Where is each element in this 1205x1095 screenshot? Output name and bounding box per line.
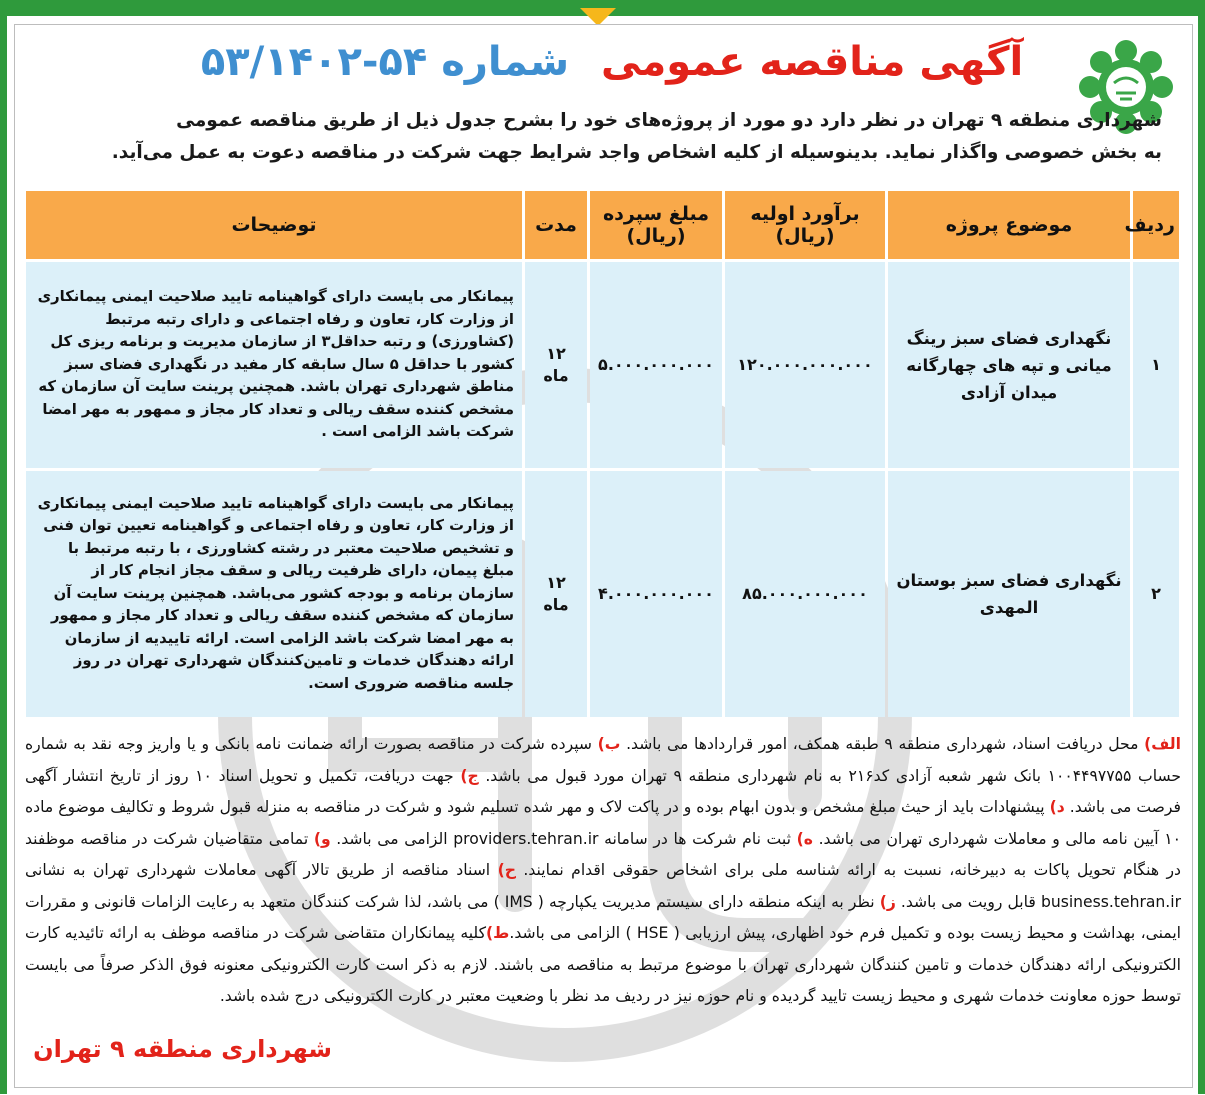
col-header-subject: موضوع پروژه [888,191,1130,259]
cell-description: پیمانکار می بایست دارای گواهینامه تایید صلاحیت ایمنی پیمانکاری از وزارت کار، تعاون و رفاه اجتماعی و دارای رتبه مرتبط (کشاورزی) و رتبه حداقل۳ از سازمان مدیریت و برنامه ریزی کل کشور با حداقل ۵ سال سابقه کار مفید در نگهداری فضای سبز مناطق شهرداری تهران باشد. همچنین پرینت سایت آن سازمان که مشخص کننده سقف ریالی و تعداد کار مجاز و ممهور به مهر امضا شرکت باشد الزامی است . [26,262,522,468]
cell-duration: ۱۲ ماه [525,262,587,468]
note-text: اسناد مناقصه از طریق تالار آگهی معاملات شهرداری تهران به نشانی business.tehran.ir قابل رویت می باشد. [25,861,1181,911]
note-text: کلیه پیمانکاران متقاضی شرکت در مناقصه موظف به ارائه تائیدیه کارت الکترونیکی ارائه دهندگان خدمات و تامین کنندگان شهرداری تهران با موضوع مرتبط به مناقصه می باشند. لازم به ذکر است کارت الکترونیکی معنونه فوق الذکر صرفاً می بایست توسط حوزه معاونت خدمات شهری و محیط زیست تایید گردیده و نام حوزه نیز در ردیف مد نظر با وضعیت معتبر در کارت الکترونیکی درج شده باشد. [25,924,1181,1005]
table-header-row [26,191,1179,259]
cell-description: پیمانکار می بایست دارای گواهینامه تایید صلاحیت ایمنی پیمانکاری از وزارت کار، تعاون و رفاه اجتماعی و گواهینامه تعیین توان فنی و تشخیص صلاحیت معتبر در رشته کشاورزی ، با رتبه مرتبط با مبلغ پیمان، دارای ظرفیت ریالی و سقف مجاز انجام کار از سازمان برنامه و بودجه کشور می‌باشد. همچنین پرینت سایت آن سازمان که مشخص کننده سقف ریالی و تعداد کار مجاز و ممهور به مهر امضا شرکت باشد الزامی است. ارائه تاییدیه از سازمان ارائه دهندگان خدمات و تامین‌کنندگان شهرداری تهران در روز جلسه مناقصه ضروری است. [26,471,522,717]
footer-signature: شهرداری منطقه ۹ تهران [33,1035,332,1063]
cell-deposit: ۴.۰۰۰.۰۰۰.۰۰۰ [590,471,722,717]
tender-notice [14,24,1193,1088]
col-header-duration: مدت [525,191,587,259]
page-title [162,31,1062,93]
note-text: نظر به اینکه منطقه دارای سیستم مدیریت یکپارچه ( IMS ) می باشد، لذا شرکت کنندگان متعهد به رعایت الزامات قانونی و مقررات ایمنی، بهداشت و محیط زیست بوده و تکمیل فرم خود اظهاری، پیش ارزیابی ( HSE ) الزامی می باشد. [25,892,1181,942]
col-header-description: توضیحات [26,191,522,259]
conditions-paragraph [25,729,1181,1013]
title-main: آگهی مناقصه عمومی [601,39,1024,85]
col-header-deposit: مبلغ سپرده (ریال) [590,191,722,259]
note-text: پیشنهادات باید از حیث مبلغ مشخص و بدون ابهام بوده و در پاکت لاک و مهر شده تسلیم شود و شرکت در مناقصه به منزله قبول شروط و تکالیف موضوع ماده ۱۰ آیین نامه مالی و معاملات شهرداری تهران می باشد. [25,798,1181,848]
cell-deposit: ۵.۰۰۰.۰۰۰.۰۰۰ [590,262,722,468]
cell-estimate: ۱۲۰.۰۰۰.۰۰۰.۰۰۰ [725,262,885,468]
cell-subject: نگهداری فضای سبز بوستان المهدی [888,471,1130,717]
note-label: ب) [597,735,621,753]
title-number: شماره ۵۴-۵۳/۱۴۰۲ [200,39,570,85]
note-label: الف) [1144,735,1181,753]
note-text: جهت دریافت، تکمیل و تحویل اسناد ۱۰ روز از تاریخ انتشار آگهی فرصت می باشد. [25,766,1181,816]
note-text: تمامی متقاضیان شرکت در مناقصه موظفند در هنگام تحویل پاکات به دبیرخانه، نسبت به ارائه شناسه ملی برای اشخاص حقوقی اقدام نمایند. [25,829,1181,879]
cell-duration: ۱۲ ماه [525,471,587,717]
note-label: د) [1049,798,1065,816]
note-text: ثبت نام شرکت ها در سامانه providers.tehran.ir الزامی می باشد. [330,829,797,848]
cell-subject: نگهداری فضای سبز رینگ میانی و تپه های چهارگانه میدان آزادی [888,262,1130,468]
right-frame-bar [1198,0,1205,1094]
col-header-row: ردیف [1133,191,1179,259]
table-row [26,262,1179,468]
table-row [26,471,1179,717]
intro-line-2: به بخش خصوصی واگذار نماید. بدینوسیله از کلیه اشخاص واجد شرایط جهت شرکت در مناقصه دعوت به عمل می‌آید. [111,142,1162,163]
note-label: ه) [796,829,813,848]
note-label: ج) [460,766,479,785]
projects-table [23,188,1182,720]
left-frame-bar [0,0,7,1094]
cell-row: ۲ [1133,471,1179,717]
intro-line-1: شهرداری منطقه ۹ تهران در نظر دارد دو مورد از پروژه‌های خود را بشرح جدول ذیل از طریق مناقصه عمومی [176,110,1162,131]
note-label: ط) [486,924,510,942]
note-text: محل دریافت اسناد، شهرداری منطقه ۹ طبقه همکف، امور قراردادها می باشد. [620,735,1145,753]
note-label: ح) [497,861,516,879]
col-header-estimate: برآورد اولیه (ریال) [725,191,885,259]
cell-estimate: ۸۵.۰۰۰.۰۰۰.۰۰۰ [725,471,885,717]
note-label: ز) [879,892,896,911]
cell-row: ۱ [1133,262,1179,468]
note-label: و) [313,829,331,848]
note-text: سپرده شرکت در مناقصه بصورت ارائه ضمانت نامه بانکی و یا واریز وجه نقد به شماره حساب ۱۰۰۴۴۹۷۷۵۵ بانک شهر شعبه آزادی کد۲۱۶ به نام شهرداری منطقه ۹ تهران مورد قبول می باشد. [25,735,1182,785]
